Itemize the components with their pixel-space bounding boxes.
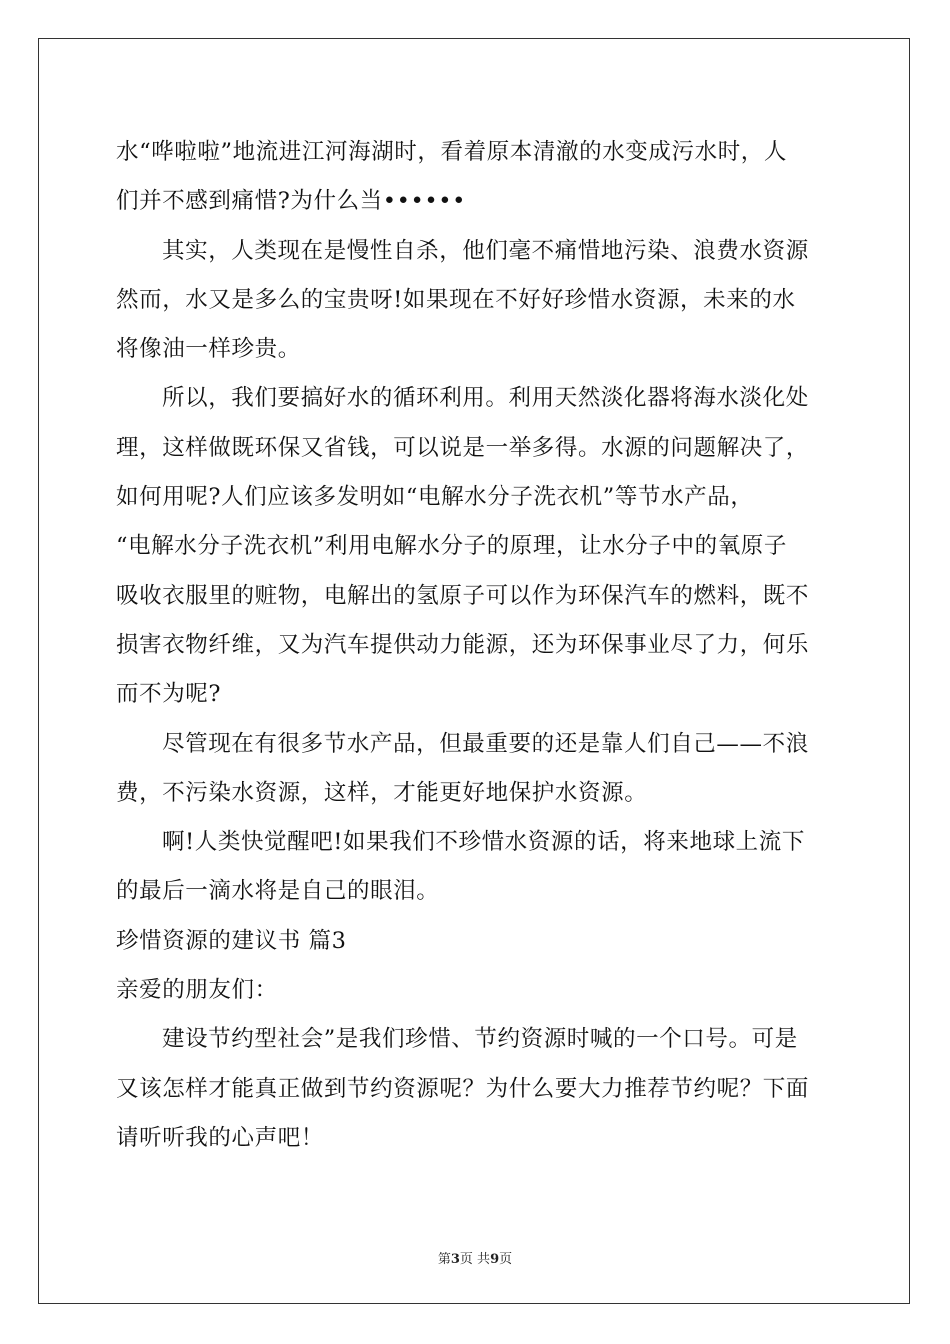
footer-page-prefix: 第	[437, 1252, 451, 1267]
text-line: 损害衣物纤维，又为汽车提供动力能源，还为环保事业尽了力，何乐	[116, 631, 810, 658]
text-line: “电解水分子洗衣机”利用电解水分子的原理，让水分子中的氧原子	[116, 533, 788, 560]
section-heading: 珍惜资源的建议书 篇3	[116, 927, 347, 954]
text-line: 将像油一样珍贵。	[116, 336, 301, 363]
footer-page-current: 3	[450, 1252, 460, 1267]
paragraph-start: 尽管现在有很多节水产品，但最重要的还是靠人们自己——不浪	[162, 730, 809, 757]
text-line: 请听听我的心声吧！	[116, 1124, 324, 1151]
paragraph-start: 所以，我们要搞好水的循环利用。利用天然淡化器将海水淡化处	[162, 385, 809, 412]
footer-page-mid: 页 共	[459, 1252, 491, 1267]
document-body	[116, 128, 834, 1163]
page-footer	[0, 1248, 950, 1267]
paragraph-start: 其实，人类现在是慢性自杀，他们毫不痛惜地污染、浪费水资源	[162, 237, 809, 264]
paragraph-start: 建设节约型社会”是我们珍惜、节约资源时喊的一个口号。可是	[162, 1026, 798, 1053]
footer-page-total: 9	[490, 1252, 500, 1267]
text-line: 吸收衣服里的赃物，电解出的氢原子可以作为环保汽车的燃料，既不	[116, 582, 810, 609]
footer-page-suffix: 页	[499, 1252, 513, 1267]
text-line: 如何用呢?人们应该多发明如“电解水分子洗衣机”等节水产品，	[116, 484, 754, 511]
text-line: 而不为呢?	[116, 681, 222, 708]
salutation: 亲爱的朋友们：	[116, 977, 278, 1004]
text-line: 们并不感到痛惜?为什么当••••••	[116, 188, 466, 215]
text-line: 水“哗啦啦”地流进江河海湖时，看着原本清澈的水变成污水时，人	[116, 139, 788, 165]
text-line: 的最后一滴水将是自己的眼泪。	[116, 878, 440, 905]
paragraph-start: 啊!人类快觉醒吧!如果我们不珍惜水资源的话，将来地球上流下	[162, 829, 805, 856]
text-line: 然而，水又是多么的宝贵呀!如果现在不好好珍惜水资源，未来的水	[116, 286, 796, 313]
text-line: 费，不污染水资源，这样，才能更好地保护水资源。	[116, 779, 648, 806]
text-line: 理，这样做既环保又省钱，可以说是一举多得。水源的问题解决了，	[116, 434, 810, 461]
text-line: 又该怎样才能真正做到节约资源呢？为什么要大力推荐节约呢？下面	[116, 1075, 810, 1102]
